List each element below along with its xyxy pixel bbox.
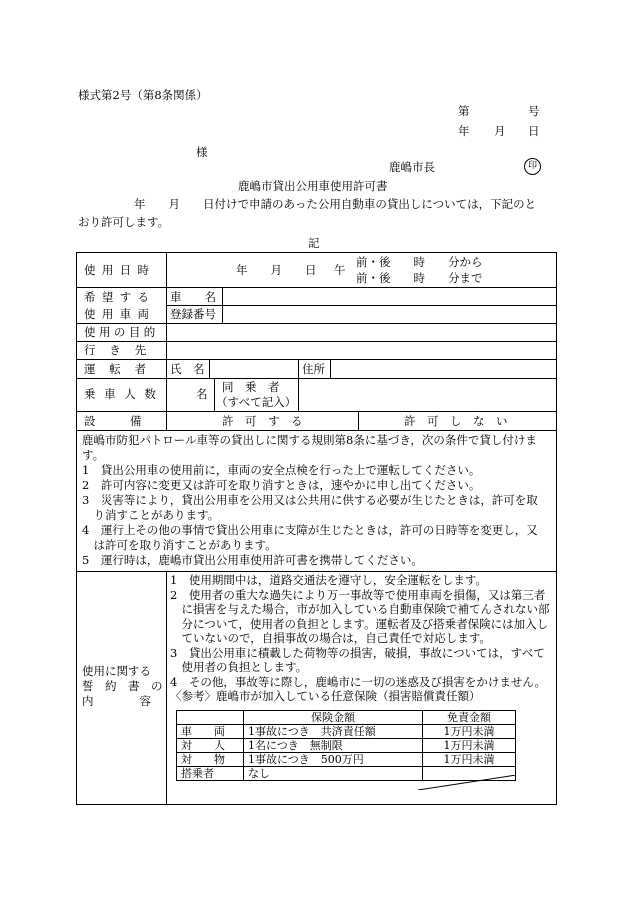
intro-line-2: おり許可します。 [78, 215, 170, 229]
driver-address-label: 住所 [302, 362, 325, 376]
rule-v-equip [358, 411, 359, 430]
issuer-name: 鹿嶋市長 [389, 160, 435, 174]
driver-label: 運転者 [84, 362, 160, 376]
intro-paragraph [78, 195, 556, 231]
rule-v-sub [222, 287, 223, 323]
reg-no-label: 登録番号 [170, 307, 216, 321]
pledge-line: 4 その他，事故等に際し，鹿嶋市に一切の迷惑及び損害をかけません。 [170, 674, 547, 689]
insurance-deductible: 1万円未満 [423, 753, 516, 767]
companions-label: 同 乗 者 [222, 380, 280, 394]
table-row [177, 739, 516, 753]
rule-h8 [76, 430, 557, 431]
rule-h9 [76, 571, 557, 572]
conditions-block [82, 433, 552, 568]
intro-line-1: 年 月 日付けで申請のあった公用自動車の貸出しについては，下記のと [134, 197, 537, 211]
insurance-amount: 1事故につき 500万円 [244, 753, 423, 767]
doc-number-go: 号 [528, 104, 540, 118]
condition-line: 3 災害等により，貸出公用車を公用又は公共用に供する必要が生じたときは，許可を取 [82, 493, 538, 507]
destination-label: 行き先 [84, 343, 160, 357]
condition-line: 4 運行上その他の事情で貸出公用車に支障が生じたときは，許可の日時等を変更し，又 [82, 523, 538, 537]
insurance-deductible: 1万円未満 [423, 739, 516, 753]
date-day: 日 [528, 124, 540, 138]
insurance-item: 対 人 [177, 739, 244, 753]
car-name-label: 車 名 [170, 290, 216, 304]
condition-line: す。 [82, 448, 105, 462]
pledge-line: ていないので，自損事故の場合は，自己責任で対応します。 [170, 631, 491, 645]
insurance-table [176, 710, 516, 781]
insurance-deductible: 1万円未満 [423, 725, 516, 739]
insurance-item: 車 両 [177, 725, 244, 739]
driver-name-label: 氏 名 [170, 362, 205, 376]
rule-h1 [76, 287, 557, 288]
people-unit: 名 [196, 387, 208, 401]
rule-v-label [166, 252, 167, 430]
rule-h2a [166, 305, 557, 306]
pledge-line: 1 使用期間中は，道路交通法を遵守し，安全運転をします。 [170, 573, 487, 587]
condition-line: 2 許可内容に変更又は許可を取り消すときは，速やかに申し出てください。 [82, 478, 481, 492]
insurance-amount: 1名につき 無制限 [244, 739, 423, 753]
seal-icon: 印 [524, 158, 541, 175]
form-number: 様式第2号（第8条関係） [78, 88, 208, 102]
insurance-header-row [177, 711, 516, 725]
insurance-item: 対 物 [177, 753, 244, 767]
pledge-label-1: 使用に関する [82, 664, 151, 678]
deductible-strike-line [418, 775, 516, 790]
ki-heading: 記 [308, 236, 320, 250]
rule-v-companion2 [298, 378, 299, 411]
condition-line: 鹿嶋市防犯パトロール車等の貸出しに関する規則第8条に基づき，次の条件で貸し付けま [82, 433, 537, 447]
period-from: 前・後 時 分から [356, 255, 483, 269]
pledge-line: 3 貸出公用車に積載した荷物等の損害，破損，事故については，すべて [170, 645, 545, 660]
condition-line: 1 貸出公用車の使用前に，車両の安全点検を行った上で運転してください。 [82, 463, 481, 477]
doc-number-dai: 第 [458, 104, 470, 118]
purpose-label: 使用の目的 [84, 325, 159, 339]
condition-line: 5 運行時は，鹿嶋市貸出公用車使用許可書を携帯してください。 [82, 553, 423, 567]
period-gozen: 午 [334, 263, 346, 277]
rule-v-addr2 [330, 359, 331, 378]
pledge-label-2: 誓 約 書 の [82, 679, 163, 693]
pledge-line: 使用者の負担とします。 [170, 660, 308, 674]
condition-line: り消すことがあります。 [82, 508, 220, 522]
insurance-amount: なし [244, 767, 423, 781]
period-date: 年 月 日 [236, 263, 317, 277]
addressee-sama: 様 [196, 145, 208, 159]
table-row [177, 725, 516, 739]
pledge-block [170, 573, 554, 704]
table-row [177, 753, 516, 767]
equipment-label: 設 備 [84, 414, 142, 428]
rule-h7 [76, 411, 557, 412]
insurance-amount: 1事故につき 共済責任額 [244, 725, 423, 739]
rule-v-label-lower [166, 571, 167, 805]
date-year: 年 [458, 124, 470, 138]
passengers-label: 乗車人数 [84, 387, 165, 401]
companions-note: （すべて記入） [216, 395, 297, 409]
rule-h6 [76, 378, 557, 379]
pledge-line: に損害を与えた場合，市が加入している自動車保険で補てんされない部 [170, 602, 550, 616]
pledge-label-3: 内 容 [82, 694, 151, 708]
date-month: 月 [494, 124, 506, 138]
rule-h3 [76, 323, 557, 324]
request-label: 希望する [84, 290, 156, 304]
condition-line: は許可を取り消すことがあります。 [82, 538, 277, 552]
insurance-header-blank [177, 711, 244, 725]
deny-option: 許 可 し な い [404, 414, 508, 428]
insurance-item: 搭乗者 [177, 767, 244, 781]
document-title: 鹿嶋市貸出公用車使用許可書 [238, 179, 388, 193]
insurance-header-deductible: 免責金額 [423, 711, 516, 725]
rule-h5 [76, 359, 557, 360]
rule-v-addr1 [298, 359, 299, 378]
insurance-header-amount: 保険金額 [244, 711, 423, 725]
rule-v-companion [214, 378, 215, 411]
period-to: 前・後 時 分まで [356, 271, 483, 285]
allow-option: 許 可 す る [222, 414, 303, 428]
pledge-line: 分について，使用者の負担とします。運転者及び搭乗者保険には加入し [170, 616, 549, 631]
rule-h4 [76, 341, 557, 342]
rule-v-name [209, 359, 210, 378]
pledge-line: 2 使用者の重大な過失により万一事故等で使用車両を損傷，又は第三者 [170, 587, 546, 602]
period-label: 使用日時 [84, 263, 156, 277]
pledge-line: 〈参考〉鹿嶋市が加入している任意保険（損害賠償責任額） [170, 689, 481, 703]
vehicle-label: 使用車両 [84, 307, 156, 321]
